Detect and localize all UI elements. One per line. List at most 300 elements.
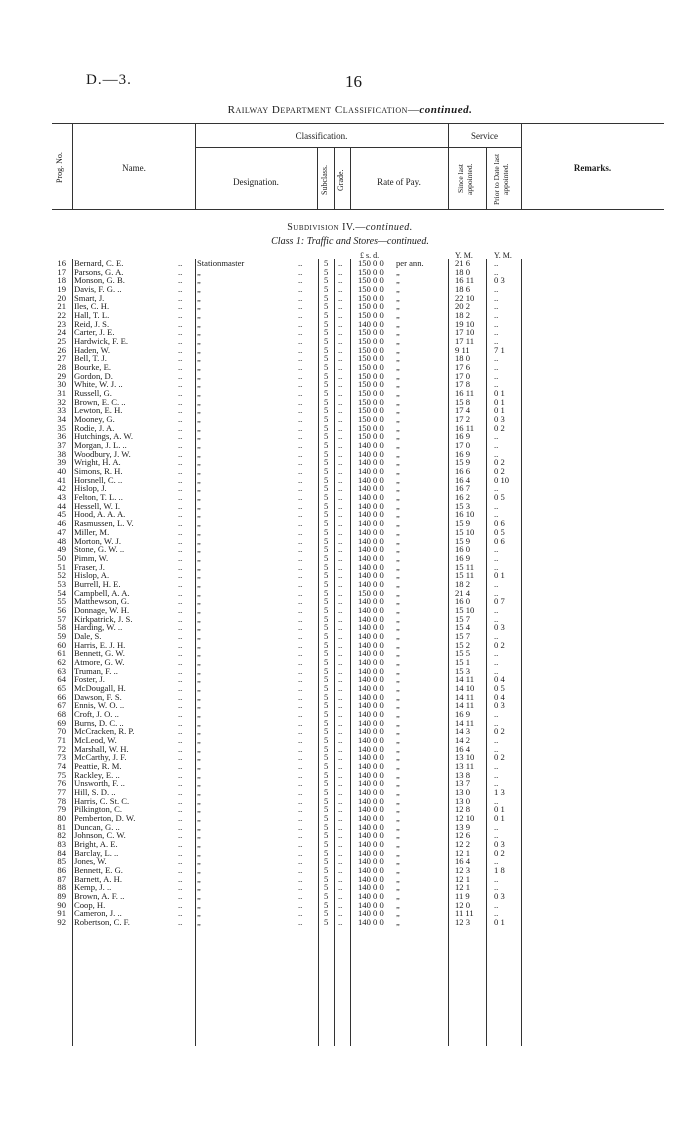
- pay-period-cell: „: [396, 700, 400, 711]
- subclass-cell: 5: [324, 414, 329, 425]
- designation-cell: „: [197, 778, 201, 789]
- subclass-cell: 5: [324, 353, 329, 364]
- prog-no-cell: 40: [57, 466, 66, 477]
- prog-no-cell: 69: [57, 717, 66, 728]
- designation-cell: „: [197, 344, 201, 355]
- prior-to-date-cell: ..: [494, 830, 499, 841]
- name-cell: Bright, A. E.: [74, 839, 118, 850]
- prog-no-cell: 43: [57, 492, 66, 503]
- prog-no-cell: 64: [57, 674, 66, 685]
- designation-cell: „: [197, 760, 201, 771]
- leader-dots: ..: [338, 743, 343, 754]
- leader-dots: ..: [298, 665, 303, 676]
- pay-period-cell: „: [396, 509, 400, 520]
- name-cell: Smart, J.: [74, 292, 105, 303]
- name-cell: Cameron, J. ..: [74, 908, 122, 919]
- prog-no-cell: 67: [57, 700, 66, 711]
- leader-dots: ..: [178, 414, 183, 425]
- leader-dots: ..: [298, 526, 303, 537]
- rate-of-pay-cell: 140 0 0: [358, 778, 384, 789]
- designation-cell: „: [197, 917, 201, 928]
- subclass-cell: 5: [324, 865, 329, 876]
- since-last-cell: 16 9: [455, 552, 471, 563]
- designation-cell: „: [197, 466, 201, 477]
- designation-cell: „: [197, 622, 201, 633]
- subclass-cell: 5: [324, 275, 329, 286]
- leader-dots: ..: [338, 717, 343, 728]
- since-last-cell: 13 0: [455, 786, 471, 797]
- leader-dots: ..: [298, 318, 303, 329]
- prior-to-date-cell: 0 3: [494, 891, 505, 902]
- designation-cell: „: [197, 717, 201, 728]
- table-row: [0, 623, 700, 632]
- name-cell: Barnett, A. H.: [74, 873, 122, 884]
- subdivision-title: [0, 222, 700, 233]
- leader-dots: ..: [298, 344, 303, 355]
- rate-of-pay-cell: 140 0 0: [358, 561, 384, 572]
- pay-period-cell: „: [396, 535, 400, 546]
- name-cell: Lewton, E. H.: [74, 405, 123, 416]
- leader-dots: ..: [338, 734, 343, 745]
- leader-dots: ..: [178, 752, 183, 763]
- designation-cell: „: [197, 743, 201, 754]
- leader-dots: ..: [338, 396, 343, 407]
- leader-dots: ..: [338, 336, 343, 347]
- subclass-cell: 5: [324, 708, 329, 719]
- leader-dots: ..: [338, 786, 343, 797]
- leader-dots: ..: [178, 630, 183, 641]
- pay-period-cell: „: [396, 639, 400, 650]
- leader-dots: ..: [178, 431, 183, 442]
- pay-period-cell: „: [396, 266, 400, 277]
- rate-of-pay-cell: 140 0 0: [358, 708, 384, 719]
- leader-dots: ..: [178, 275, 183, 286]
- designation-cell: „: [197, 839, 201, 850]
- name-cell: White, W. J. ..: [74, 379, 123, 390]
- prog-no-cell: 81: [57, 821, 66, 832]
- since-last-cell: 15 3: [455, 500, 471, 511]
- rate-of-pay-cell: 140 0 0: [358, 726, 384, 737]
- rate-of-pay-cell: 140 0 0: [358, 873, 384, 884]
- name-cell: Bernard, C. E.: [74, 258, 124, 268]
- since-last-cell: 14 11: [455, 691, 475, 702]
- name-cell: Marshall, W. H.: [74, 743, 129, 754]
- prog-no-cell: 87: [57, 873, 66, 884]
- since-last-cell: 16 7: [455, 483, 471, 494]
- prog-no-cell: 47: [57, 526, 66, 537]
- subclass-cell: 5: [324, 613, 329, 624]
- subclass-cell: 5: [324, 327, 329, 338]
- prior-to-date-cell: 0 3: [494, 700, 505, 711]
- leader-dots: ..: [178, 266, 183, 277]
- subclass-cell: 5: [324, 917, 329, 928]
- leader-dots: ..: [338, 500, 343, 511]
- prior-to-date-cell: ..: [494, 318, 499, 329]
- leader-dots: ..: [338, 310, 343, 321]
- designation-cell: „: [197, 604, 201, 615]
- leader-dots: ..: [338, 370, 343, 381]
- rate-of-pay-cell: 140 0 0: [358, 769, 384, 780]
- prog-no-cell: 68: [57, 708, 66, 719]
- leader-dots: ..: [178, 648, 183, 659]
- prior-to-date-cell: ..: [494, 448, 499, 459]
- prior-to-date-header: Prior to Date last appointed.: [492, 153, 510, 205]
- leader-dots: ..: [338, 440, 343, 451]
- rate-of-pay-cell: 150 0 0: [358, 414, 384, 425]
- designation-cell: „: [197, 899, 201, 910]
- prog-no-cell: 32: [57, 396, 66, 407]
- rate-of-pay-cell: 140 0 0: [358, 717, 384, 728]
- subclass-cell: 5: [324, 310, 329, 321]
- pay-period-cell: „: [396, 318, 400, 329]
- rate-of-pay-cell: 140 0 0: [358, 639, 384, 650]
- prog-no-cell: 72: [57, 743, 66, 754]
- leader-dots: ..: [178, 258, 183, 268]
- prior-to-date-cell: ..: [494, 856, 499, 867]
- subclass-cell: 5: [324, 544, 329, 555]
- subclass-cell: 5: [324, 769, 329, 780]
- rate-of-pay-cell: 150 0 0: [358, 344, 384, 355]
- pay-period-cell: „: [396, 873, 400, 884]
- leader-dots: ..: [178, 847, 183, 858]
- designation-cell: „: [197, 570, 201, 581]
- leader-dots: ..: [298, 604, 303, 615]
- designation-cell: „: [197, 266, 201, 277]
- rate-of-pay-cell: 150 0 0: [358, 431, 384, 442]
- designation-cell: „: [197, 509, 201, 520]
- designation-cell: Stationmaster: [197, 258, 245, 268]
- subclass-cell: 5: [324, 266, 329, 277]
- since-last-cell: 18 2: [455, 310, 471, 321]
- since-last-cell: 15 10: [455, 526, 475, 537]
- prior-to-date-cell: 0 2: [494, 422, 505, 433]
- leader-dots: ..: [178, 353, 183, 364]
- pay-period-cell: „: [396, 908, 400, 919]
- subclass-cell: 5: [324, 336, 329, 347]
- designation-cell: „: [197, 734, 201, 745]
- designation-cell: „: [197, 596, 201, 607]
- leader-dots: ..: [338, 882, 343, 893]
- pay-period-cell: „: [396, 630, 400, 641]
- since-last-cell: 18 0: [455, 353, 471, 364]
- leader-dots: ..: [178, 821, 183, 832]
- leader-dots: ..: [178, 500, 183, 511]
- prog-no-cell: 82: [57, 830, 66, 841]
- prior-to-date-cell: 0 4: [494, 674, 505, 685]
- subclass-cell: 5: [324, 760, 329, 771]
- pay-period-cell: „: [396, 674, 400, 685]
- name-cell: Brown, A. F. ..: [74, 891, 125, 902]
- designation-cell: „: [197, 682, 201, 693]
- prog-no-cell: 88: [57, 882, 66, 893]
- pay-period-cell: „: [396, 917, 400, 928]
- leader-dots: ..: [338, 587, 343, 598]
- leader-dots: ..: [298, 509, 303, 520]
- since-last-cell: 16 4: [455, 474, 471, 485]
- leader-dots: ..: [338, 284, 343, 295]
- subclass-cell: 5: [324, 292, 329, 303]
- leader-dots: ..: [298, 769, 303, 780]
- since-last-cell: 16 9: [455, 431, 471, 442]
- leader-dots: ..: [298, 587, 303, 598]
- name-cell: Pemberton, D. W.: [74, 813, 136, 823]
- pay-period-cell: „: [396, 422, 400, 433]
- prior-to-date-cell: 1 8: [494, 865, 505, 876]
- leader-dots: ..: [178, 509, 183, 520]
- name-cell: Bennett, E. G.: [74, 865, 123, 876]
- leader-dots: ..: [298, 708, 303, 719]
- subclass-cell: 5: [324, 752, 329, 763]
- leader-dots: ..: [298, 856, 303, 867]
- prior-to-date-cell: 0 2: [494, 847, 505, 858]
- leader-dots: ..: [338, 258, 343, 268]
- prog-no-cell: 80: [57, 813, 66, 823]
- section-title-continued: continued.: [419, 104, 473, 116]
- rate-of-pay-cell: 140 0 0: [358, 760, 384, 771]
- leader-dots: ..: [298, 873, 303, 884]
- leader-dots: ..: [298, 422, 303, 433]
- pay-period-cell: „: [396, 362, 400, 373]
- name-cell: Hood, A. A. A.: [74, 509, 126, 520]
- leader-dots: ..: [178, 691, 183, 702]
- pay-period-cell: „: [396, 648, 400, 659]
- subclass-cell: 5: [324, 717, 329, 728]
- leader-dots: ..: [178, 665, 183, 676]
- leader-dots: ..: [298, 431, 303, 442]
- leader-dots: ..: [338, 821, 343, 832]
- leader-dots: ..: [338, 318, 343, 329]
- leader-dots: ..: [338, 917, 343, 928]
- leader-dots: ..: [178, 578, 183, 589]
- designation-cell: „: [197, 821, 201, 832]
- subclass-cell: 5: [324, 839, 329, 850]
- since-last-cell: 12 1: [455, 847, 471, 858]
- prior-to-date-cell: ..: [494, 431, 499, 442]
- leader-dots: ..: [298, 899, 303, 910]
- subclass-cell: 5: [324, 847, 329, 858]
- name-cell: Reid, J. S.: [74, 318, 110, 329]
- subclass-cell: 5: [324, 318, 329, 329]
- name-cell: Woodbury, J. W.: [74, 448, 131, 459]
- since-last-cell: 12 1: [455, 873, 471, 884]
- rate-of-pay-cell: 140 0 0: [358, 648, 384, 659]
- prior-to-date-cell: 0 10: [494, 474, 510, 485]
- name-cell: Pimm, W.: [74, 552, 109, 563]
- prog-no-cell: 41: [57, 474, 66, 485]
- name-cell: Haden, W.: [74, 344, 111, 355]
- prog-no-cell: 19: [57, 284, 66, 295]
- rate-of-pay-cell: 140 0 0: [358, 856, 384, 867]
- rate-of-pay-cell: 140 0 0: [358, 752, 384, 763]
- prior-to-date-cell: 0 4: [494, 691, 505, 702]
- leader-dots: ..: [338, 457, 343, 468]
- rate-of-pay-cell: 140 0 0: [358, 466, 384, 477]
- since-last-cell: 17 0: [455, 370, 471, 381]
- pay-period-cell: „: [396, 813, 400, 823]
- pay-period-cell: „: [396, 466, 400, 477]
- prog-no-cell: 49: [57, 544, 66, 555]
- leader-dots: ..: [338, 552, 343, 563]
- leader-dots: ..: [338, 405, 343, 416]
- designation-cell: „: [197, 500, 201, 511]
- name-cell: Dale, S.: [74, 630, 102, 641]
- prior-to-date-cell: 0 5: [494, 492, 505, 503]
- leader-dots: ..: [338, 865, 343, 876]
- leader-dots: ..: [338, 509, 343, 520]
- name-cell: Miller, M.: [74, 526, 110, 537]
- rate-of-pay-cell: 140 0 0: [358, 734, 384, 745]
- prior-to-date-cell: 0 3: [494, 414, 505, 425]
- prog-no-cell: 90: [57, 899, 66, 910]
- prog-no-cell: 26: [57, 344, 66, 355]
- prior-to-date-cell: ..: [494, 648, 499, 659]
- leader-dots: ..: [338, 483, 343, 494]
- name-cell: McLeod, W.: [74, 734, 117, 745]
- rate-of-pay-cell: 140 0 0: [358, 743, 384, 754]
- leader-dots: ..: [338, 622, 343, 633]
- leader-dots: ..: [338, 873, 343, 884]
- leader-dots: ..: [178, 518, 183, 529]
- prog-no-cell: 61: [57, 648, 66, 659]
- prior-to-date-cell: 0 2: [494, 457, 505, 468]
- designation-cell: „: [197, 327, 201, 338]
- leader-dots: ..: [298, 839, 303, 850]
- subclass-cell: 5: [324, 535, 329, 546]
- subclass-cell: 5: [324, 440, 329, 451]
- leader-dots: ..: [298, 379, 303, 390]
- designation-cell: „: [197, 353, 201, 364]
- leader-dots: ..: [178, 734, 183, 745]
- rate-of-pay-cell: 150 0 0: [358, 587, 384, 598]
- rate-of-pay-cell: 140 0 0: [358, 544, 384, 555]
- designation-cell: „: [197, 336, 201, 347]
- name-cell: Parsons, G. A.: [74, 266, 124, 277]
- designation-cell: „: [197, 726, 201, 737]
- since-last-cell: 16 4: [455, 856, 471, 867]
- subclass-cell: 5: [324, 370, 329, 381]
- prog-no-cell: 34: [57, 414, 66, 425]
- subclass-cell: 5: [324, 639, 329, 650]
- pay-period-cell: „: [396, 396, 400, 407]
- rate-of-pay-cell: 140 0 0: [358, 613, 384, 624]
- prog-no-cell: 18: [57, 275, 66, 286]
- since-last-cell: 15 8: [455, 396, 471, 407]
- since-last-cell: 15 2: [455, 639, 471, 650]
- rate-of-pay-cell: 150 0 0: [358, 405, 384, 416]
- prior-to-date-cell: ..: [494, 908, 499, 919]
- pay-period-cell: „: [396, 301, 400, 312]
- prior-to-date-cell: 0 6: [494, 535, 505, 546]
- subclass-cell: 5: [324, 258, 329, 268]
- leader-dots: ..: [178, 891, 183, 902]
- leader-dots: ..: [178, 422, 183, 433]
- prog-no-cell: 91: [57, 908, 66, 919]
- leader-dots: ..: [338, 604, 343, 615]
- designation-cell: „: [197, 587, 201, 598]
- since-last-cell: 15 10: [455, 604, 475, 615]
- rate-of-pay-header: Rate of Pay.: [377, 177, 421, 187]
- since-last-cell: 20 2: [455, 301, 471, 312]
- since-last-cell: 16 6: [455, 466, 471, 477]
- leader-dots: ..: [178, 604, 183, 615]
- pay-period-cell: „: [396, 379, 400, 390]
- designation-cell: „: [197, 414, 201, 425]
- leader-dots: ..: [298, 674, 303, 685]
- leader-dots: ..: [338, 275, 343, 286]
- pay-period-cell: „: [396, 752, 400, 763]
- leader-dots: ..: [338, 353, 343, 364]
- prog-no-cell: 83: [57, 839, 66, 850]
- designation-cell: „: [197, 396, 201, 407]
- leader-dots: ..: [338, 431, 343, 442]
- rate-of-pay-cell: 150 0 0: [358, 284, 384, 295]
- leader-dots: ..: [338, 630, 343, 641]
- since-last-cell: 16 4: [455, 743, 471, 754]
- since-last-cell: 12 3: [455, 865, 471, 876]
- leader-dots: ..: [338, 327, 343, 338]
- prog-no-cell: 60: [57, 639, 66, 650]
- leader-dots: ..: [178, 344, 183, 355]
- rate-of-pay-cell: 140 0 0: [358, 596, 384, 607]
- subclass-cell: 5: [324, 778, 329, 789]
- since-last-cell: 11 9: [455, 891, 470, 902]
- leader-dots: ..: [338, 648, 343, 659]
- since-last-cell: 17 4: [455, 405, 471, 416]
- pay-period-cell: „: [396, 847, 400, 858]
- pay-period-cell: „: [396, 578, 400, 589]
- rate-of-pay-cell: 150 0 0: [358, 379, 384, 390]
- leader-dots: ..: [298, 865, 303, 876]
- prog-no-cell: 20: [57, 292, 66, 303]
- prior-to-date-cell: 0 2: [494, 639, 505, 650]
- leader-dots: ..: [338, 760, 343, 771]
- since-units: Y. M.: [455, 251, 473, 260]
- designation-cell: „: [197, 474, 201, 485]
- prior-to-date-cell: ..: [494, 266, 499, 277]
- pay-period-cell: „: [396, 856, 400, 867]
- rate-of-pay-cell: 140 0 0: [358, 908, 384, 919]
- prior-to-date-cell: 0 2: [494, 726, 505, 737]
- leader-dots: ..: [178, 839, 183, 850]
- leader-dots: ..: [338, 682, 343, 693]
- prior-to-date-cell: 7 1: [494, 344, 505, 355]
- leader-dots: ..: [298, 813, 303, 823]
- prog-no-cell: 66: [57, 691, 66, 702]
- rate-of-pay-cell: 150 0 0: [358, 266, 384, 277]
- since-last-cell: 9 11: [455, 344, 470, 355]
- prog-no-cell: 77: [57, 786, 66, 797]
- name-cell: Peattie, R. M.: [74, 760, 122, 771]
- table-header: [52, 123, 664, 210]
- designation-cell: „: [197, 630, 201, 641]
- prior-to-date-cell: 0 3: [494, 275, 505, 286]
- leader-dots: ..: [298, 396, 303, 407]
- name-header: Name.: [122, 163, 146, 173]
- prior-to-date-cell: 0 1: [494, 917, 505, 928]
- leader-dots: ..: [178, 873, 183, 884]
- pay-period-cell: „: [396, 778, 400, 789]
- leader-dots: ..: [178, 769, 183, 780]
- leader-dots: ..: [178, 813, 183, 823]
- rate-of-pay-cell: 140 0 0: [358, 882, 384, 893]
- pay-period-cell: „: [396, 526, 400, 537]
- prog-no-cell: 76: [57, 778, 66, 789]
- since-last-cell: 17 8: [455, 379, 471, 390]
- rate-of-pay-cell: 140 0 0: [358, 570, 384, 581]
- rate-of-pay-cell: 140 0 0: [358, 830, 384, 841]
- designation-cell: „: [197, 301, 201, 312]
- prog-no-cell: 63: [57, 665, 66, 676]
